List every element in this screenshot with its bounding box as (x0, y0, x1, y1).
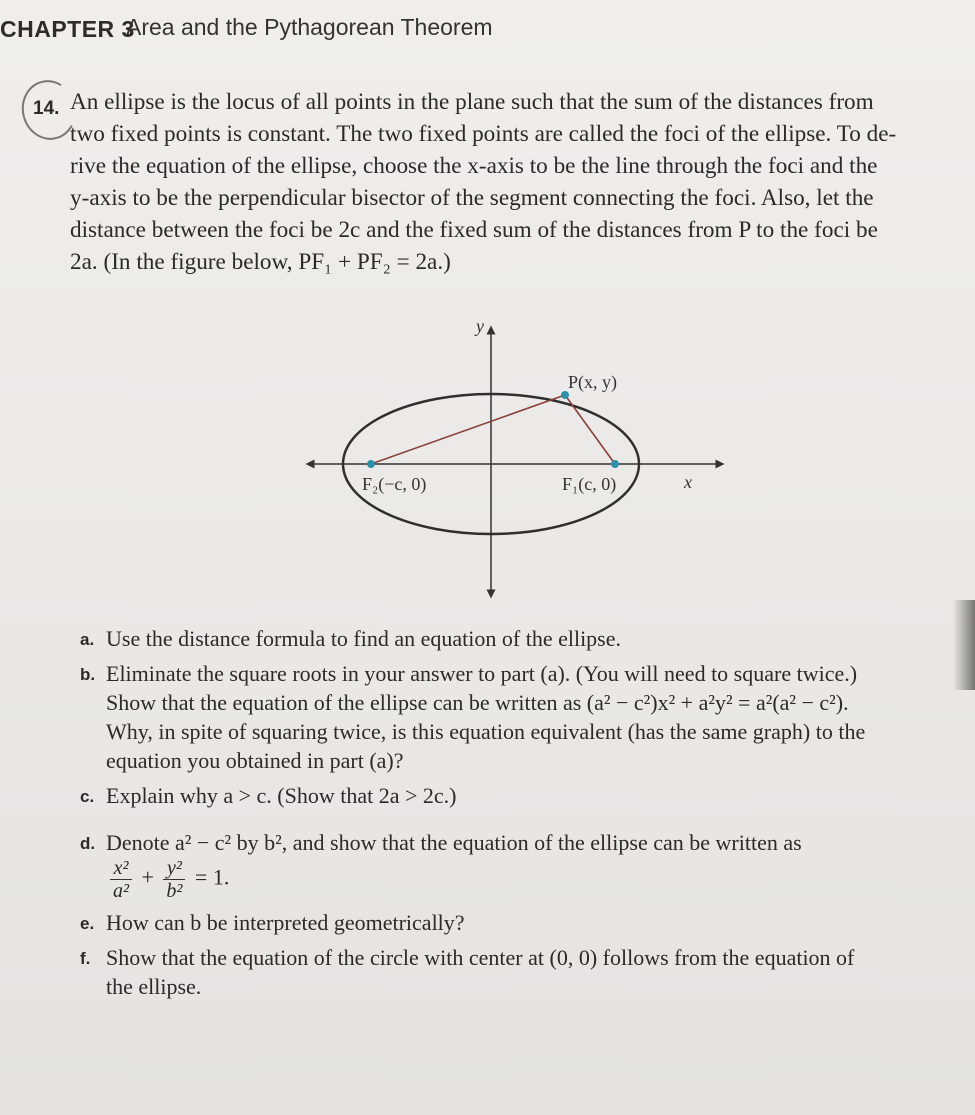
point-f1 (611, 460, 619, 468)
segment-pf1 (565, 395, 615, 464)
part-letter: b. (80, 665, 96, 684)
part-letter: d. (80, 834, 96, 853)
part-line: How can b be interpreted geometrically? (106, 910, 465, 935)
fraction-denominator: a² (113, 880, 129, 902)
problem-intro (70, 86, 950, 278)
part-f (80, 943, 940, 1001)
ellipse-diagram (300, 310, 730, 600)
part-line: Use the distance formula to find an equation of the ellipse. (106, 626, 622, 651)
part-letter: a. (80, 630, 95, 649)
part-e (80, 908, 940, 937)
part-line: Show that the equation of the ellipse can be written as (a² − c²)x² + a²y² = a²(a² − c²). (106, 690, 849, 715)
intro-line: rive the equation of the ellipse, choose the x-axis to be the line through the foci and the (70, 153, 878, 179)
part-line: the ellipse. (106, 974, 202, 999)
focus2-label: F₂(−c, 0) (362, 474, 427, 494)
point-p-label: P(x, y) (568, 372, 617, 392)
part-line: Show that the equation of the circle with center at (0, 0) follows from the equation of (106, 945, 855, 970)
intro-line: An ellipse is the locus of all points in the plane such that the sum of the distances from (70, 89, 874, 115)
intro-line: y-axis to be the perpendicular bisector of the segment connecting the foci. Also, let the (70, 185, 874, 211)
fraction-denominator: b² (166, 880, 183, 902)
problem-number: 14. (33, 98, 60, 119)
point-p (561, 391, 569, 399)
page-header (0, 10, 975, 46)
fraction-y (163, 857, 185, 902)
equation-rhs: = 1. (194, 864, 230, 890)
part-a (80, 624, 940, 653)
part-letter: f. (80, 949, 91, 968)
part-c (80, 781, 940, 810)
page-edge-shadow (953, 600, 975, 690)
chapter-label: CHAPTER 3 (0, 16, 135, 42)
intro-line: two fixed points is constant. The two fixed points are called the foci of the ellipse. To de- (70, 121, 897, 147)
fraction-numerator: x² (110, 857, 132, 880)
part-b (80, 659, 940, 775)
y-axis-label: y (476, 316, 484, 336)
segment-pf2 (371, 395, 565, 464)
part-d (80, 828, 940, 902)
part-line: Denote a² − c² by b², and show that the equation of the ellipse can be written as (106, 830, 802, 855)
fraction-numerator: y² (163, 857, 185, 880)
part-letter: c. (80, 787, 95, 806)
part-letter: e. (80, 914, 95, 933)
part-line: Eliminate the square roots in your answer to part (a). (You will need to square twice.) (106, 661, 858, 686)
fraction-x (110, 857, 132, 902)
intro-line: 2a. (In the figure below, PF₁ + PF₂ = 2a.) (70, 249, 451, 275)
chapter-title: Area and the Pythagorean Theorem (126, 14, 493, 40)
part-line: Explain why a > c. (Show that 2a > 2c.) (106, 783, 457, 808)
part-line: Why, in spite of squaring twice, is this equation equivalent (has the same graph) to the (106, 719, 866, 744)
plus-sign: + (141, 864, 154, 890)
x-axis-label: x (684, 472, 692, 492)
problem-parts (80, 624, 940, 1007)
fraction-equation (106, 857, 940, 902)
intro-line: distance between the foci be 2c and the fixed sum of the distances from P to the foci be (70, 217, 878, 243)
part-line: equation you obtained in part (a)? (106, 748, 404, 773)
focus1-label: F₁(c, 0) (562, 474, 617, 494)
point-f2 (367, 460, 375, 468)
